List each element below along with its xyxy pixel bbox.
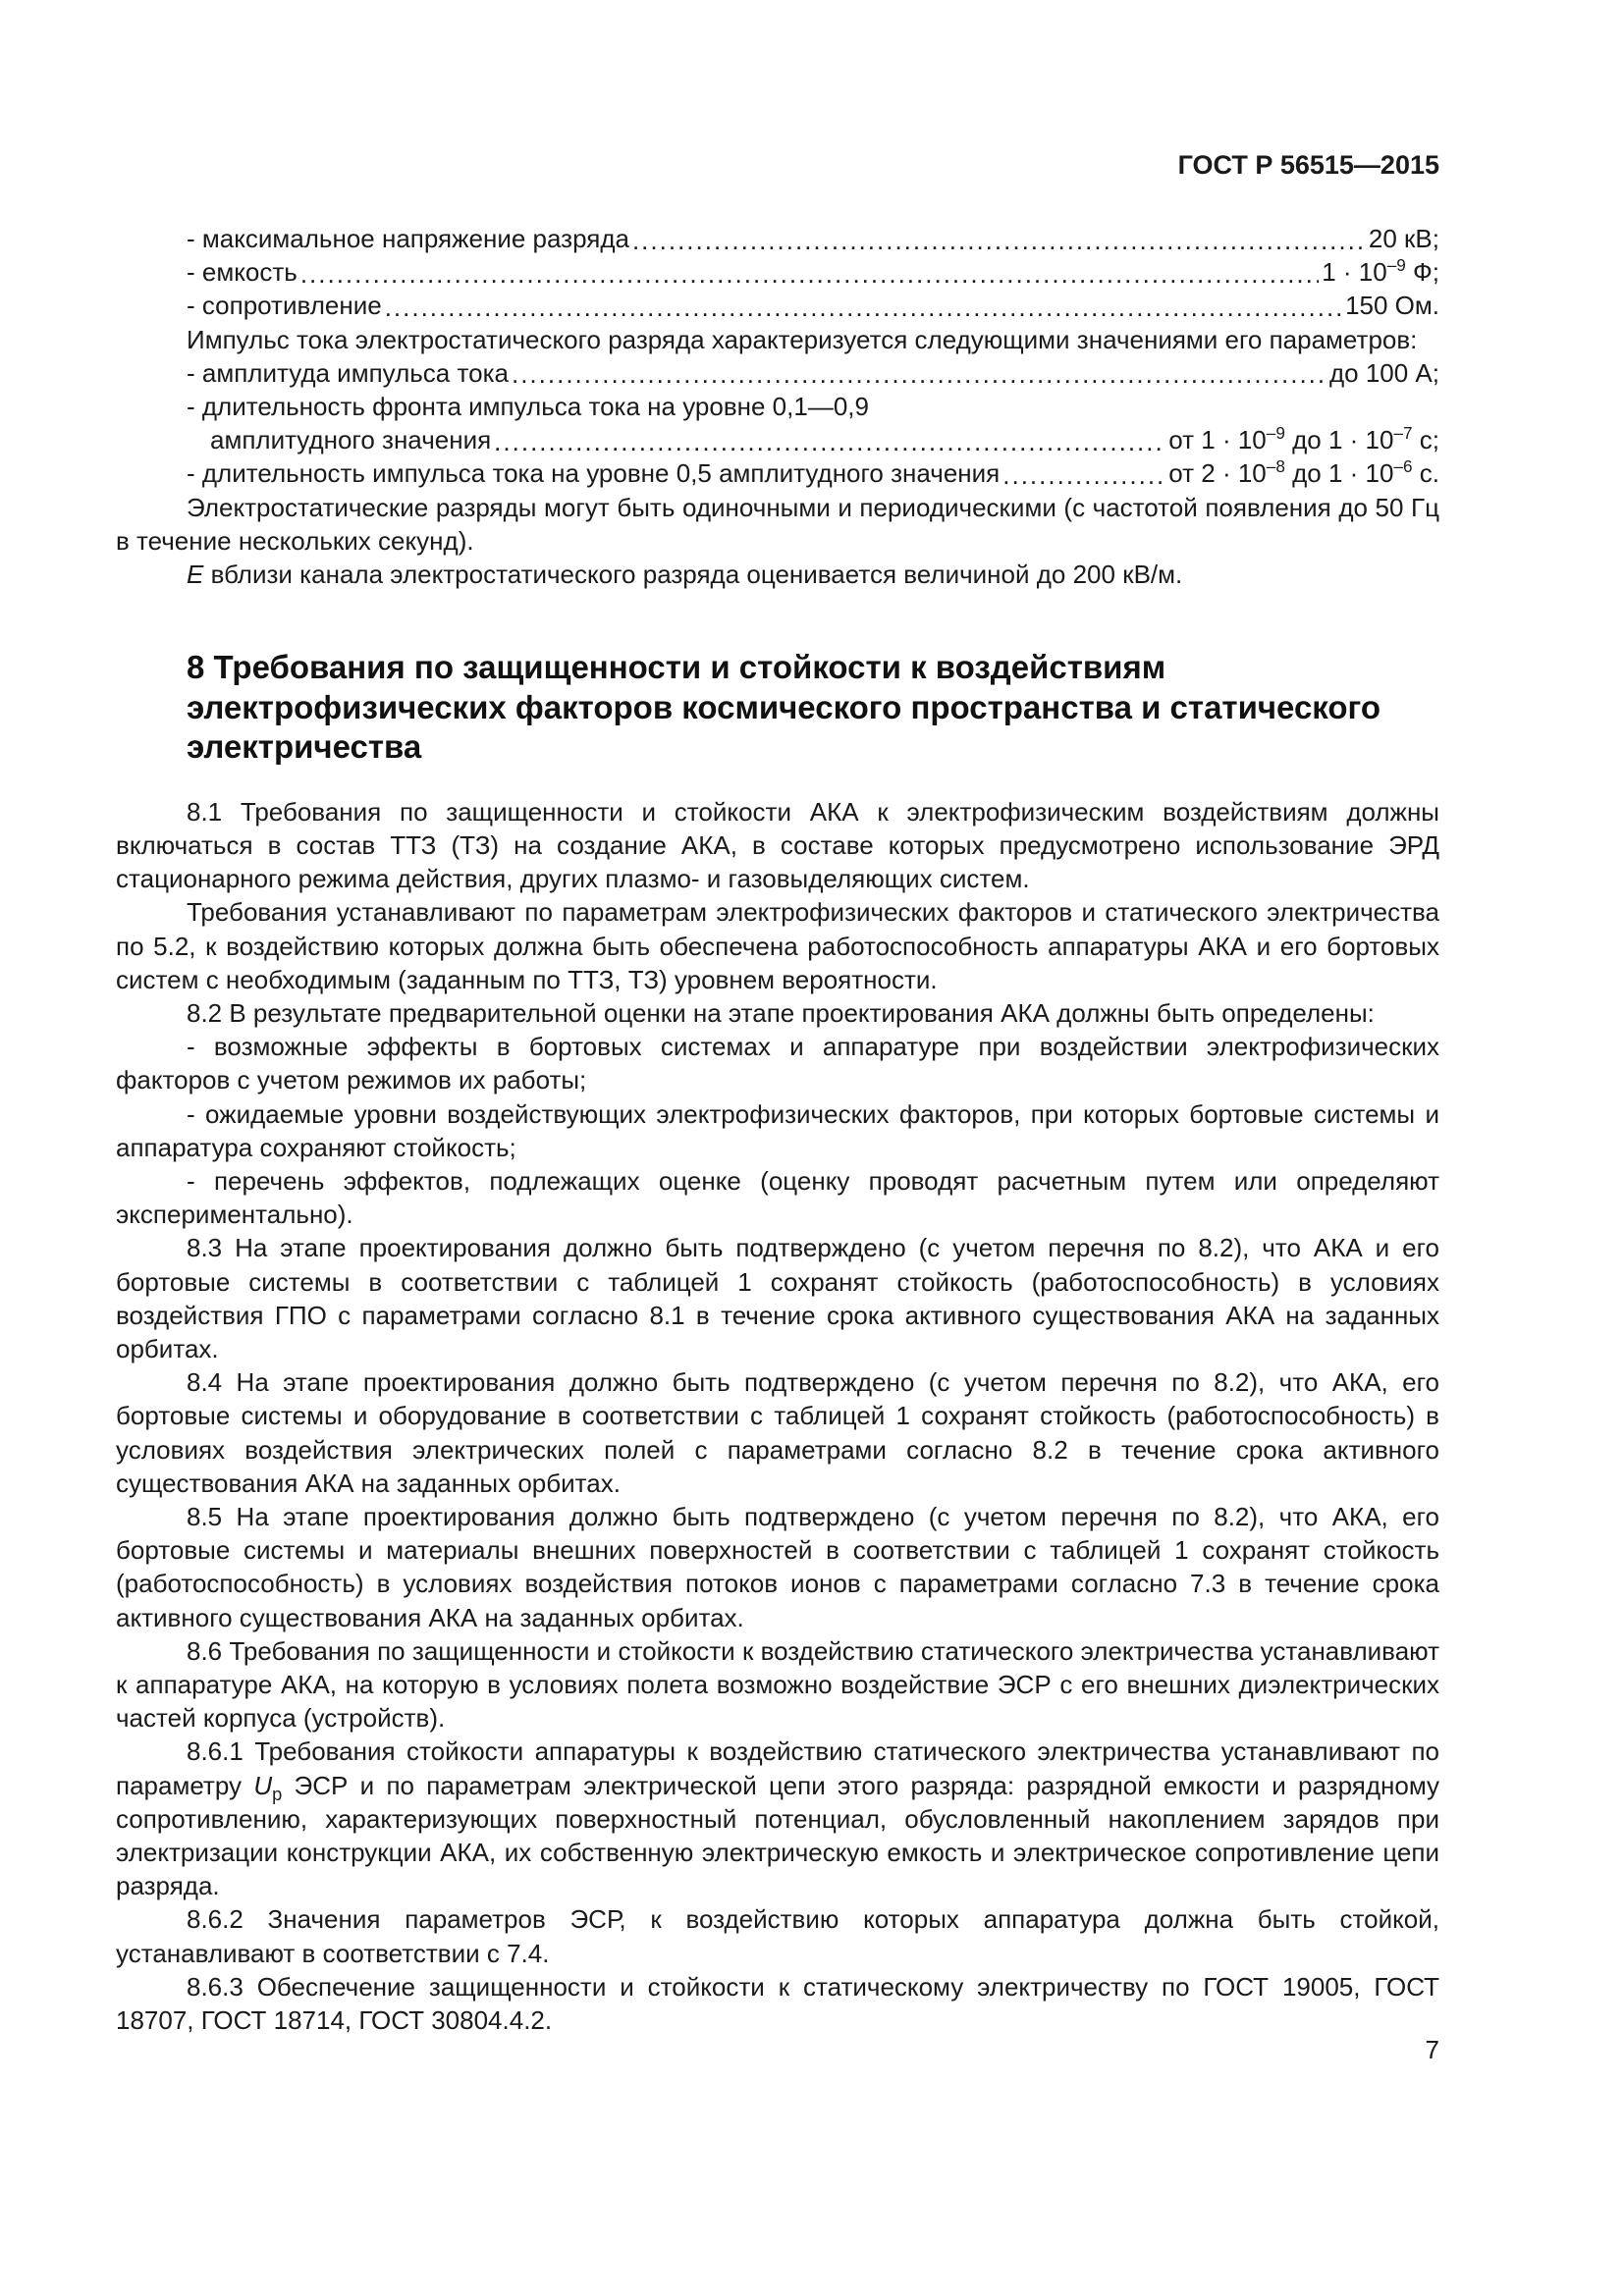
clause-8-1-requirements: Требования устанавливают по параметрам электрофизических факторов и статического электричества по 5.2, к воздействию которых должна быть обеспечена работоспособность аппаратуры АКА и его бортовых систем с необходимым (заданным по ТТЗ, ТЗ) уровнем вероятности. xyxy=(116,897,1439,994)
clause-8-2-item-effects: - возможные эффекты в бортовых системах и аппаратуре при воздействии электрофизических факторов с учетом режимов их работы; xyxy=(116,1032,1439,1095)
param-impulse-amplitude xyxy=(116,356,1439,390)
document-id-header: ГОСТ Р 56515—2015 xyxy=(1177,150,1439,180)
param-label: - емкость xyxy=(187,257,298,288)
dot-leader xyxy=(300,257,1319,291)
param-front-duration-line1: - длительность фронта импульса тока на уровне 0,1—0,9 xyxy=(187,392,869,422)
dot-leader xyxy=(1002,458,1165,492)
clause-8-2-item-levels: - ожидаемые уровни воздействующих электрофизических факторов, при которых бортовые системы и аппаратура сохраняют стойкость; xyxy=(116,1098,1439,1162)
clause-8-6: 8.6 Требования по защищенности и стойкости к воздействию статического электричества устанавливают к аппаратуре АКА, на которую в условиях полета возможно воздействие ЭСР с его внешних диэлектрических частей корпуса (устройств). xyxy=(116,1635,1439,1734)
page-number: 7 xyxy=(1425,2035,1439,2064)
param-resistance xyxy=(116,289,1439,322)
impulse-intro-paragraph: Импульс тока электростатического разряда характеризуется следующими значениями его параметров: xyxy=(187,324,1418,354)
clause-8-2: 8.2 В результате предварительной оценки на этапе проектирования АКА должны быть определены: xyxy=(187,997,1375,1028)
clause-8-6-1: 8.6.1 Требования стойкости аппаратуры к воздействию статического электричества устанавливают по параметру $U_р$ ЭСР и по параметрам электрической цепи этого разряда: разрядной емкости и разрядному сопротивлению, характеризующих поверхностный потенциал, обусловленный накоплением зарядов при электризации конструкции АКА, их собственную электрическую емкость и электрическое сопротивление цепи разряда. xyxy=(116,1736,1439,1901)
symbol-u: U xyxy=(253,1770,273,1800)
clause-8-6-3: 8.6.3 Обеспечение защищенности и стойкости к статическому электричеству по ГОСТ 19005, ГОСТ 18707, ГОСТ 18714, ГОСТ 30804.4.2. xyxy=(116,1971,1439,2036)
param-impulse-duration xyxy=(116,456,1439,490)
param-value: 20 кВ; xyxy=(1368,224,1439,253)
field-strength-paragraph: E вблизи канала электростатического разряда оценивается величиной до 200 кВ/м. xyxy=(187,560,1183,590)
param-label: - максимальное напряжение разряда xyxy=(187,224,629,253)
param-label: - амплитуда импульса тока xyxy=(187,357,509,388)
periodic-discharge-paragraph: Электростатические разряды могут быть одиночными и периодическими (с частотой появления до 50 Гц в течение нескольких секунд). xyxy=(116,492,1439,556)
clause-8-1: 8.1 Требования по защищенности и стойкости АКА к электрофизическим воздействиям должны включаться в состав ТТЗ (ТЗ) на создание АКА, в составе которых предусмотрено использование ЭРД стационарного режима действия, других плазмо- и газовыделяющих систем. xyxy=(116,796,1439,894)
param-capacitance xyxy=(116,255,1439,289)
param-value: от $1 \cdot 10^{-9}$ до $1 \cdot 10^{-7}$ с; xyxy=(1168,422,1439,455)
param-value: до 100 А; xyxy=(1328,357,1439,388)
clause-8-3: 8.3 На этапе проектирования должно быть подтверждено (с учетом перечня по 8.2), что АКА и его бортовые системы в соответствии с таблицей 1 сохранят стойкость (работоспособность) в условиях воздействия ГПО с параметрами согласно 8.1 в течение срока активного существования АКА на заданных орбитах. xyxy=(116,1233,1439,1363)
dot-leader xyxy=(632,224,1366,257)
param-label: - длительность импульса тока на уровне 0,5 амплитудного значения xyxy=(187,458,1001,489)
param-front-duration-line2 xyxy=(116,423,1439,456)
param-value: $1 \cdot 10^{-9}$ Ф; xyxy=(1322,254,1439,288)
symbol-e: E xyxy=(187,560,204,590)
clause-8-6-2: 8.6.2 Значения параметров ЭСР, к воздействию которых аппаратура должна быть стойкой, устанавливают в соответствии с 7.4. xyxy=(116,1904,1439,1968)
clause-8-5: 8.5 На этапе проектирования должно быть подтверждено (с учетом перечня по 8.2), что АКА, его бортовые системы и материалы внешних поверхностей в соответствии с таблицей 1 сохранят стойкость (работоспособность) в условиях воздействия потоков ионов с параметрами согласно 7.3 в течение срока активного существования АКА на заданных орбитах. xyxy=(116,1502,1439,1632)
exponent: –9 xyxy=(1386,254,1406,275)
param-value: от $2 \cdot 10^{-8}$ до $1 \cdot 10^{-6}$ с. xyxy=(1168,455,1439,489)
param-label: - сопротивление xyxy=(187,291,382,321)
param-value: 150 Ом. xyxy=(1345,291,1439,321)
page-content xyxy=(116,222,1439,2037)
dot-leader xyxy=(512,357,1326,391)
section-8-title: 8 Требования по защищенности и стойкости к воздействиям электрофизических факторов космического пространства и статического электричества xyxy=(187,649,1381,766)
subscript-p: р xyxy=(272,1784,283,1804)
clause-8-2-item-list: - перечень эффектов, подлежащих оценке (оценку проводят расчетным путем или определяют экспериментально). xyxy=(116,1165,1439,1230)
dot-leader xyxy=(494,425,1165,458)
dot-leader xyxy=(385,291,1342,324)
clause-8-4: 8.4 На этапе проектирования должно быть подтверждено (с учетом перечня по 8.2), что АКА, его бортовые системы и оборудование в соответствии с таблицей 1 сохранят стойкость (работоспособность) в условиях воздействия электрических полей с параметрами согласно 8.2 в течение срока активного существования АКА на заданных орбитах. xyxy=(116,1367,1439,1498)
param-max-voltage xyxy=(116,222,1439,255)
param-label: амплитудного значения xyxy=(210,425,492,455)
